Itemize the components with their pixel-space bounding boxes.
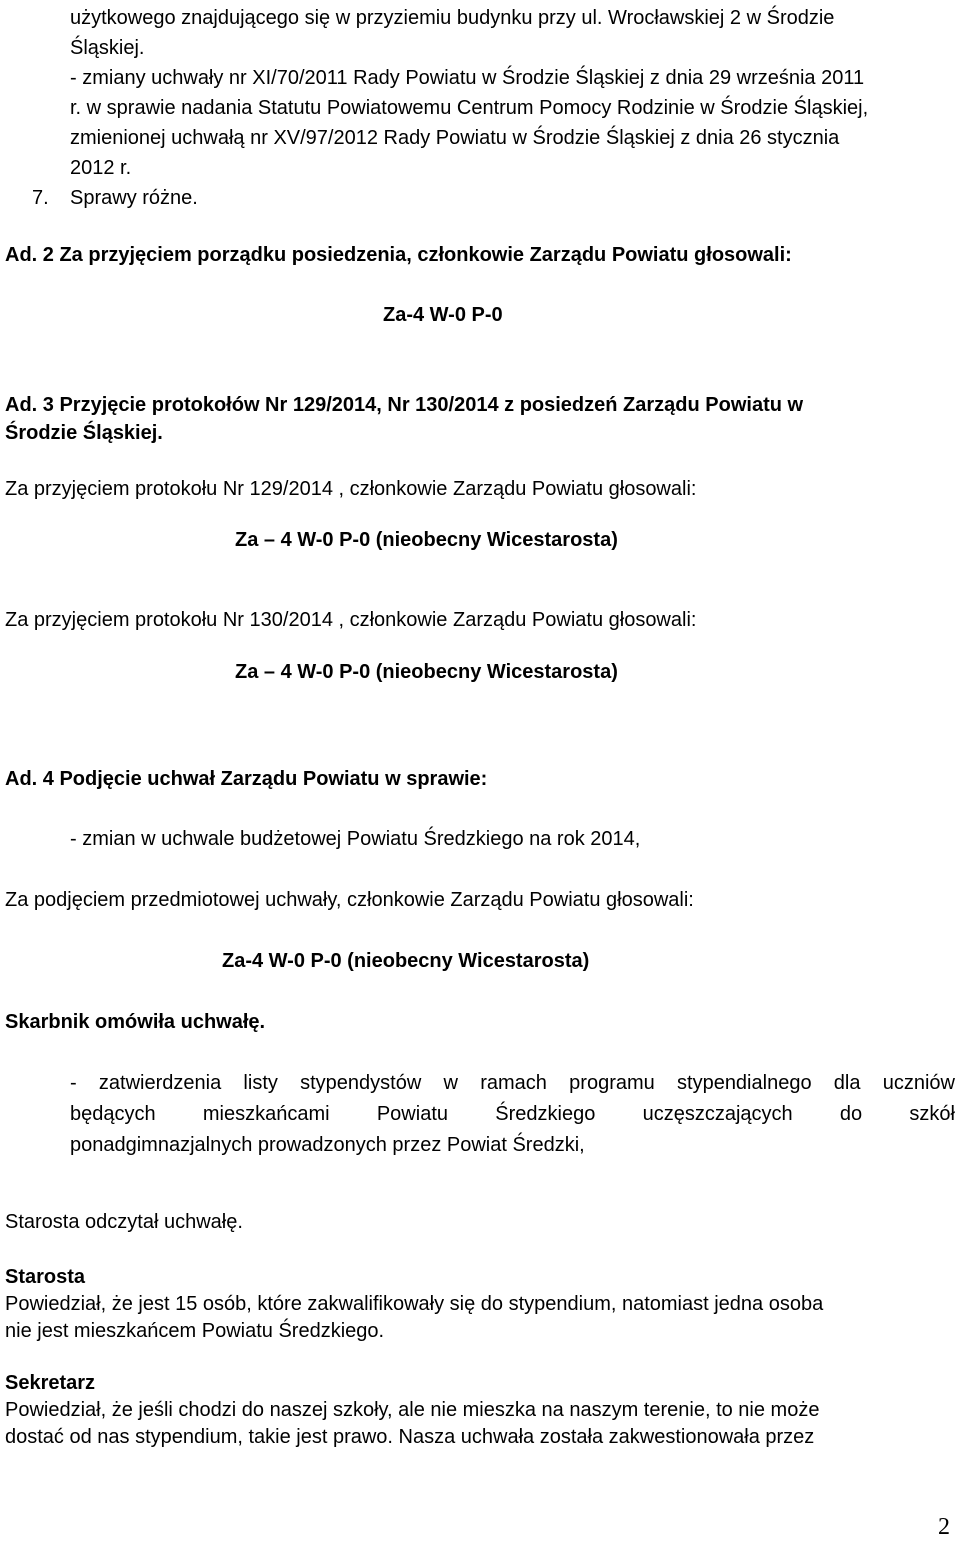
list-item: będących mieszkańcami Powiatu Średzkiego uczęszczających do szkół	[70, 1103, 955, 1125]
vote-result: Za – 4 W-0 P-0 (nieobecny Wicestarosta)	[235, 529, 618, 551]
section-heading: Środzie Śląskiej.	[5, 422, 163, 444]
speaker-note: Skarbnik omówiła uchwałę.	[5, 1011, 266, 1033]
section-heading: Ad. 4 Podjęcie uchwał Zarządu Powiatu w sprawie:	[5, 768, 488, 790]
text-line: 2012 r.	[70, 157, 132, 179]
speech-text: nie jest mieszkańcem Powiatu Średzkiego.	[5, 1320, 385, 1342]
list-item: - zmian w uchwale budżetowej Powiatu Średzkiego na rok 2014,	[70, 828, 641, 850]
speaker-name: Sekretarz	[5, 1372, 96, 1394]
section-heading: Ad. 2 Za przyjęciem porządku posiedzenia, członkowie Zarządu Powiatu głosowali:	[5, 244, 792, 266]
vote-intro: Za przyjęciem protokołu Nr 130/2014 , członkowie Zarządu Powiatu głosowali:	[5, 609, 697, 631]
list-number: 7.	[32, 187, 49, 209]
page-number: 2	[938, 1514, 950, 1540]
vote-intro: Za przyjęciem protokołu Nr 129/2014 , członkowie Zarządu Powiatu głosowali:	[5, 478, 697, 500]
speaker-name: Starosta	[5, 1266, 86, 1288]
list-item: ponadgimnazjalnych prowadzonych przez Powiat Średzki,	[70, 1134, 585, 1156]
text-line: - zmiany uchwały nr XI/70/2011 Rady Powiatu w Środzie Śląskiej z dnia 29 września 2011	[70, 67, 865, 89]
list-item: Sprawy różne.	[70, 187, 198, 209]
speech-text: Powiedział, że jeśli chodzi do naszej szkoły, ale nie mieszka na naszym terenie, to nie może	[5, 1399, 820, 1421]
text-line: użytkowego znajdującego się w przyziemiu budynku przy ul. Wrocławskiej 2 w Środzie	[70, 7, 835, 29]
text-line: Starosta odczytał uchwałę.	[5, 1211, 243, 1233]
vote-result: Za-4 W-0 P-0	[383, 304, 503, 326]
speech-text: Powiedział, że jest 15 osób, które zakwalifikowały się do stypendium, natomiast jedna osoba	[5, 1293, 824, 1315]
text-line: zmienionej uchwałą nr XV/97/2012 Rady Powiatu w Środzie Śląskiej z dnia 26 stycznia	[70, 127, 840, 149]
vote-result: Za-4 W-0 P-0 (nieobecny Wicestarosta)	[222, 950, 590, 972]
vote-intro: Za podjęciem przedmiotowej uchwały, członkowie Zarządu Powiatu głosowali:	[5, 889, 694, 911]
speech-text: dostać od nas stypendium, takie jest prawo. Nasza uchwała została zakwestionowała przez	[5, 1426, 815, 1448]
text-line: Śląskiej.	[70, 37, 145, 59]
text-line: r. w sprawie nadania Statutu Powiatowemu Centrum Pomocy Rodzinie w Środzie Śląskiej,	[70, 97, 869, 119]
section-heading: Ad. 3 Przyjęcie protokołów Nr 129/2014, Nr 130/2014 z posiedzeń Zarządu Powiatu w	[5, 394, 804, 416]
list-item: - zatwierdzenia listy stypendystów w ramach programu stypendialnego dla uczniów	[70, 1072, 955, 1094]
vote-result: Za – 4 W-0 P-0 (nieobecny Wicestarosta)	[235, 661, 618, 683]
